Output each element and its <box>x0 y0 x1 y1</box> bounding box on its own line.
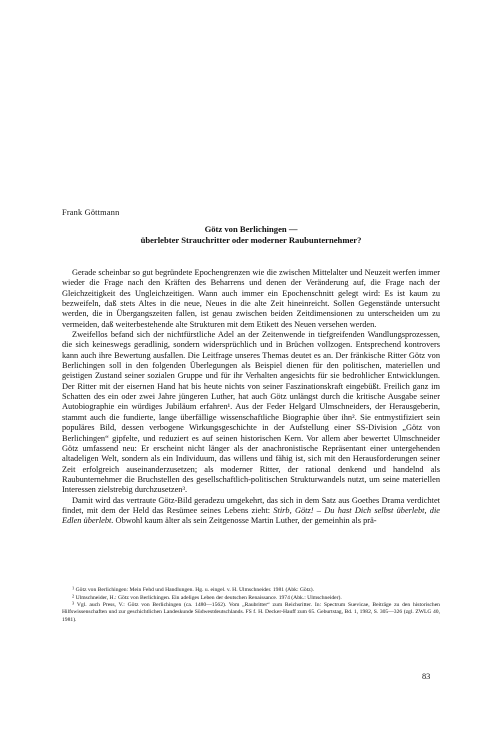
body-text <box>62 268 440 527</box>
paragraph-text: Damit wird das vertraute Götz-Bild geradezu umgekehrt, das sich in dem Satz aus Goethes Drama verdichtet findet, mit dem der Held das Resümee seines Lebens zieht: <box>62 495 440 515</box>
footnotes <box>62 587 440 624</box>
footnote-text: Götz von Berlichingen: Mein Fehd und Handlungen. Hg. u. eingel. v. H. Ulmschneider. 1981 (Abk: Götz). <box>75 587 315 593</box>
article-title: Götz von Berlichingen — <box>204 224 298 234</box>
paragraph-text: Gerade scheinbar so gut begründete Epochengrenzen wie die zwischen Mittelalter und Neuzeit werfen immer wieder die Frage nach den Kräften des Beharrens und denen der Veränderung auf, die Frage nach der Gleichzeitigkeit des Ungleichzeitigen. Wann auch immer ein Epochenschnitt gelegt wird: Es ist kaum zu bezweifeln, daß stets Altes in die neue, Neues in die alte Zeit hineinreicht. Sollen Gegenstände untersucht werden, die in Übergangszeiten fallen, ist genau zwischen beiden Zeitdimensionen zu unterscheiden um zu vermeiden, daß weiterbestehende alte Strukturen mit dem Etikett des Neuen versehen werden. <box>62 268 440 329</box>
footnote <box>62 595 440 602</box>
paragraph <box>62 496 440 527</box>
paragraph-text: Obwohl kaum älter als sein Zeitgenosse Martin Luther, der gemeinhin als prä- <box>113 516 377 526</box>
footnote-text: Ulmschneider, H.: Götz von Berlichingen. Ein adeliges Leben der deutschen Renaissance. 1974 (Abk.: Ulmschneider). <box>75 594 342 601</box>
footnote <box>62 587 440 594</box>
footnote <box>62 602 440 623</box>
footnote-text: Vgl. auch Press, V.: Götz von Berlichingen (ca. 1480—1562). Vom „Raubritter“ zum Reichsritter. In: Spectrum Suevicae, Beiträge zu den historischen Hilfswissenschaften und zur geschichtlichen Landeskunde Südwestdeutschlands. FS f. H. Decker-Hauff zum 65. Geburtstag, Bd. 1, 1982, S. 305—326 (zgl. ZWLG 40, 1981). <box>62 602 440 623</box>
footnote-number: 3 <box>72 600 75 606</box>
paragraph <box>62 268 440 330</box>
footnote-number: 2 <box>72 593 75 599</box>
author-name: Frank Göttmann <box>62 208 120 217</box>
page-number: 83 <box>422 672 431 681</box>
footnote-number: 1 <box>72 585 75 591</box>
article-title-block <box>62 224 440 246</box>
article-subtitle: überlebter Strauchritter oder moderner Raubunternehmer? <box>140 235 362 245</box>
paragraph <box>62 330 440 496</box>
goethe-quote: Stirb, Götz! – Du hast Dich selbst überlebt, die Edlen überlebt. <box>62 505 440 526</box>
paragraph-text: Zweifellos befand sich der nichtfürstliche Adel an der Zeitenwende in tiefgreifenden Wandlungsprozessen, die sich keineswegs geradlinig, sondern widersprüchlich und in Brüchen vollzogen. Entsprechend kontrovers kann auch ihre Bewertung ausfallen. Die Leitfrage unseres Themas deutet es an. Der fränkische Ritter Götz von Berlichingen soll in den folgenden Überlegungen als Beispiel dienen für den politischen, materiellen und geistigen Zustand seiner sozialen Gruppe und für ihr Verhalten angesichts für sie bedrohlicher Entwicklungen. Der Ritter mit der eisernen Hand hat bis heute nichts von seiner Faszinationskraft eingebüßt. Freilich ganz im Schatten des ein oder zwei Jahre jüngeren Luther, hat auch Götz unlängst durch die kritische Ausgabe seiner Autobiographie ein würdiges Jubiläum erfahren¹. Aus der Feder Helgard Ulmschneiders, der Herausgeberin, stammt auch die fundierte, lange überfällige wissenschaftliche Biographie über ihn². Sie entmystifiziert sein populäres Bild, dessen verbogene Wirkungsgeschichte in der Aufstellung einer SS-Division „Götz von Berlichingen“ gipfelte, und reduziert es auf seinen historischen Kern. Vor allem aber bewertet Ulmschneider Götz umfassend neu: Er erscheint nicht länger als der anachronistische Repräsentant einer untergehenden altadeligen Welt, sondern als ein Individuum, das willens und fähig ist, sich mit den Herausforderungen seiner Zeit erfolgreich auseinanderzusetzen; als moderner Ritter, der rational denkend und handelnd als Raubunternehmer die Bruchstellen des gesellschaftlich-politischen Strukturwandels nutzt, um seine materiellen Interessen zielstrebig durchzusetzen³. <box>62 330 440 495</box>
